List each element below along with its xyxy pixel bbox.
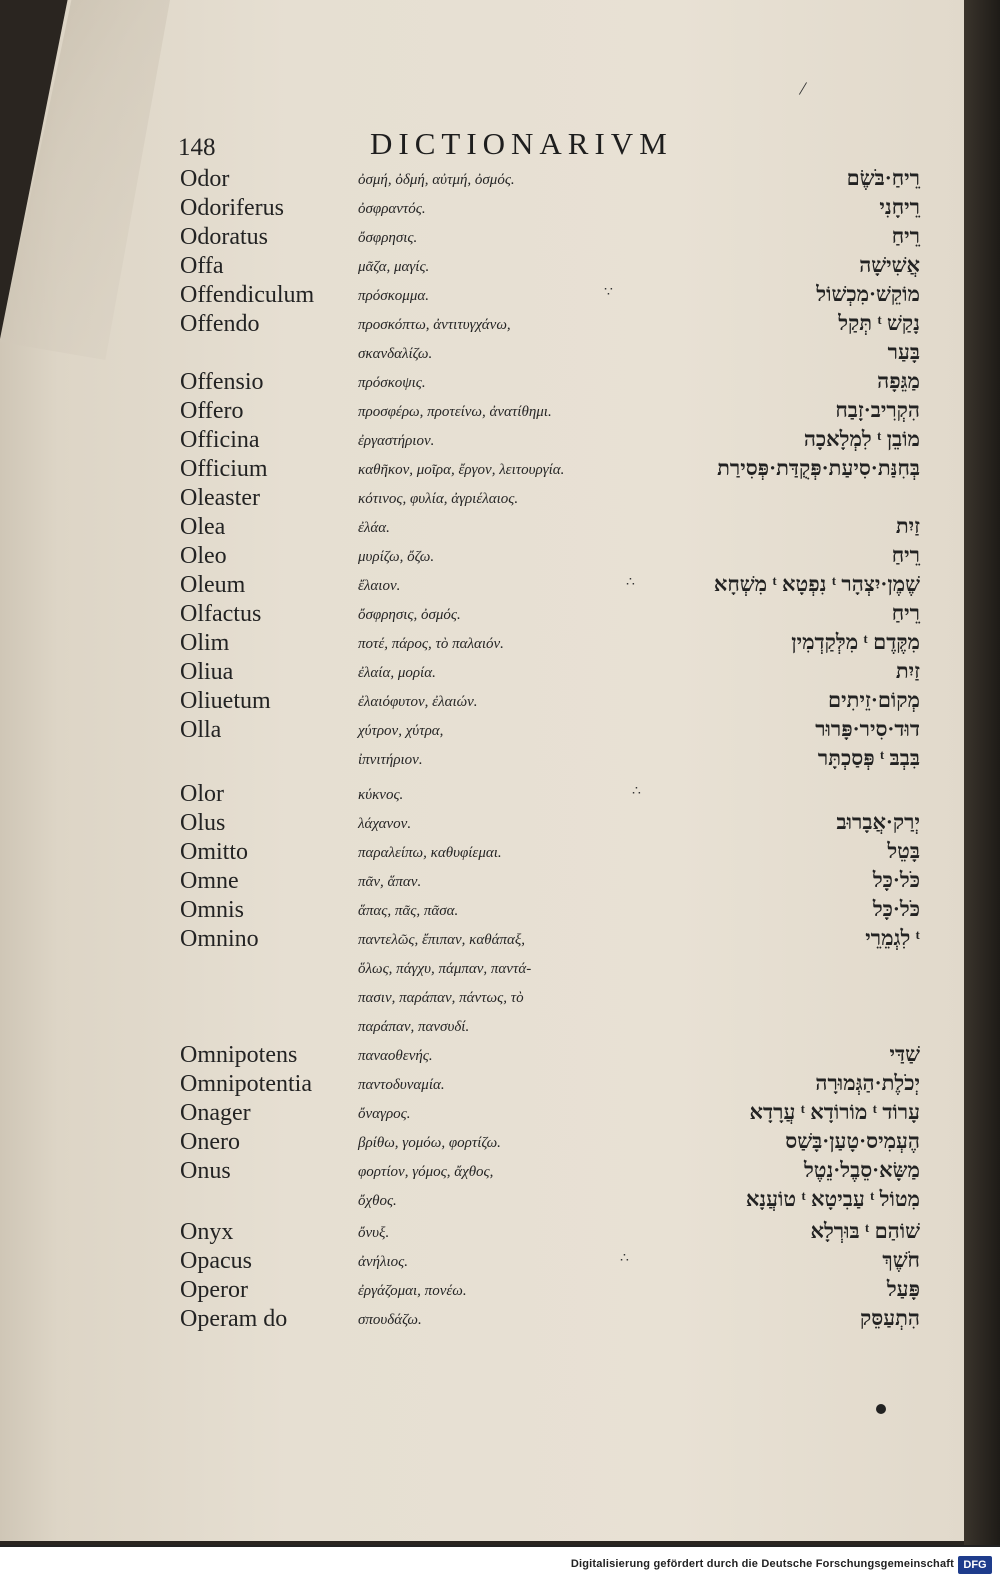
- greek-gloss: παραλείπω, καθυφίεμαι.: [358, 845, 502, 861]
- hebrew-gloss: הֶעְמִיס·טָעַן·בָּשַׁס: [785, 1129, 920, 1153]
- greek-gloss: κύκνος.: [358, 787, 404, 803]
- hebrew-gloss: רֵיחַ: [891, 224, 920, 248]
- latin-term: Operam do: [180, 1306, 288, 1332]
- latin-term: Omne: [180, 868, 239, 894]
- hebrew-gloss: מַשָּׂא·סֵבֶל·נֵטֶל: [803, 1158, 920, 1182]
- latin-term: Opacus: [180, 1248, 252, 1274]
- latin-term: Olfactus: [180, 601, 262, 627]
- latin-term: Omitto: [180, 839, 249, 865]
- greek-gloss: ἐργάζομαι, πονέω.: [358, 1283, 467, 1299]
- greek-gloss: μυρίζω, ὄζω.: [358, 549, 435, 565]
- hebrew-gloss: כֹּל·כָּל: [872, 897, 920, 921]
- latin-term: Oliuetum: [180, 688, 271, 714]
- hebrew-gloss: כֹּל·כָּל: [872, 868, 920, 892]
- greek-gloss: ἐλάα.: [358, 520, 390, 536]
- hebrew-gloss: פָּעַל: [886, 1277, 920, 1301]
- hebrew-gloss: בִּבְבּ ᵗ פְּסַכְתָּר: [817, 746, 920, 770]
- greek-gloss: πᾶν, ἅπαν.: [358, 874, 422, 890]
- hebrew-gloss: מַגֵּפָה: [877, 369, 920, 393]
- latin-term: Oleum: [180, 572, 246, 598]
- hebrew-gloss: יְכֹלֶת·הַגְּמוּרָה: [815, 1071, 920, 1095]
- page-number: 148: [178, 134, 216, 161]
- latin-term: Offero: [180, 398, 244, 424]
- greek-gloss: λάχανον.: [358, 816, 412, 832]
- greek-gloss: ἐλαιόφυτον, ἐλαιών.: [358, 694, 478, 710]
- printer-dots: ∵: [604, 285, 611, 300]
- greek-gloss: ὄσφρησις, ὀσμός.: [358, 607, 461, 623]
- greek-gloss: ἐλαία, μορία.: [358, 665, 436, 681]
- hebrew-gloss: הִתְעַסֵּק: [860, 1306, 920, 1330]
- greek-gloss: πρόσκομμα.: [358, 288, 429, 304]
- greek-gloss: παντοδυναμία.: [358, 1077, 445, 1093]
- hebrew-gloss: מְקוֹם·זֵיתִים: [828, 688, 920, 712]
- greek-gloss: παράπαν, πανσυδί.: [358, 1019, 470, 1035]
- greek-gloss: προσκόπτω, ἀντιτυγχάνω,: [358, 317, 511, 333]
- hebrew-gloss: שַׁדַּי: [889, 1042, 920, 1066]
- hebrew-gloss: מִקֶּדֶם ᵗ מִלְּקַדְמִין: [791, 630, 920, 654]
- hebrew-gloss: עָרוֹד ᵗ מוֹרוֹדָא ᵗ עֲרָדָא: [749, 1100, 920, 1124]
- ink-dot: [876, 1404, 886, 1414]
- latin-term: Odoratus: [180, 224, 268, 250]
- greek-gloss: μᾶζα, μαγίς.: [358, 259, 430, 275]
- greek-gloss: σκανδαλίζω.: [358, 346, 433, 362]
- hebrew-gloss: מוֹקֵשׁ·מִכְשׁוֹל: [816, 282, 920, 306]
- greek-gloss: ὄνυξ.: [358, 1225, 390, 1241]
- latin-term: Officina: [180, 427, 260, 453]
- hebrew-gloss: הִקְרִיב·זָבַח: [835, 398, 920, 422]
- printer-dots: ∴: [620, 1251, 627, 1266]
- latin-term: Omnis: [180, 897, 245, 923]
- hebrew-gloss: זַיִת: [895, 659, 920, 683]
- latin-term: Omnipotens: [180, 1042, 298, 1068]
- greek-gloss: πρόσκοψις.: [358, 375, 426, 391]
- greek-gloss: χύτρον, χύτρα,: [358, 723, 444, 739]
- hebrew-gloss: מִטוֹל ᵗ עַבִיטָא ᵗ טוֹעֲנָא: [745, 1187, 920, 1211]
- greek-gloss: ὄχθος.: [358, 1193, 397, 1209]
- greek-gloss: καθῆκον, μοῖρα, ἔργον, λειτουργία.: [358, 462, 565, 478]
- latin-term: Omnipotentia: [180, 1071, 312, 1097]
- page-edge: [964, 0, 1000, 1545]
- hebrew-gloss: בָּטֵל: [887, 839, 920, 863]
- greek-gloss: ὅλως, πάγχυ, πάμπαν, παντά-: [358, 961, 532, 977]
- greek-gloss: πασιν, παράπαν, πάντως, τὸ: [358, 990, 524, 1006]
- greek-gloss: ἅπας, πᾶς, πᾶσα.: [358, 903, 459, 919]
- hebrew-gloss: נָקַשׁ ᵗ תְּקַל: [838, 311, 920, 335]
- greek-gloss: ποτέ, πάρος, τὸ παλαιόν.: [358, 636, 504, 652]
- greek-gloss: ἔλαιον.: [358, 578, 401, 594]
- latin-term: Omnino: [180, 926, 259, 952]
- latin-term: Offendiculum: [180, 282, 315, 308]
- hebrew-gloss: שֶׁמֶן·יִצְהָר ᵗ נִפְטָא ᵗ מִשְׁחָא: [713, 572, 920, 596]
- greek-gloss: παναοθενής.: [358, 1048, 433, 1064]
- latin-term: Onus: [180, 1158, 231, 1184]
- hebrew-gloss: חֹשֶׁךְ: [882, 1248, 920, 1272]
- hebrew-gloss: רֵיחָנִי: [879, 195, 920, 219]
- greek-gloss: ὄσφρησις.: [358, 230, 418, 246]
- greek-gloss: φορτίον, γόμος, ἄχθος,: [358, 1164, 494, 1180]
- printer-dots: ∴: [626, 575, 633, 590]
- greek-gloss: ἀνήλιος.: [358, 1254, 408, 1270]
- latin-term: Onero: [180, 1129, 240, 1155]
- hebrew-gloss: רֵיחַ: [891, 543, 920, 567]
- greek-gloss: σπουδάζω.: [358, 1312, 422, 1328]
- latin-term: Oliua: [180, 659, 234, 685]
- hebrew-gloss: שׁוֹהַם ᵗ בּוּרְלָא: [810, 1219, 920, 1243]
- latin-term: Odor: [180, 166, 230, 192]
- hebrew-gloss: ᵗ לִגְמֵרֵי: [865, 926, 920, 950]
- latin-term: Offa: [180, 253, 224, 279]
- latin-term: Olla: [180, 717, 222, 743]
- page-title: DICTIONARIVM: [370, 126, 673, 161]
- latin-term: Offensio: [180, 369, 264, 395]
- latin-term: Officium: [180, 456, 268, 482]
- latin-term: Operor: [180, 1277, 248, 1303]
- greek-gloss: ὀσφραντός.: [358, 201, 426, 217]
- latin-term: Olea: [180, 514, 226, 540]
- greek-gloss: βρίθω, γομόω, φορτίζω.: [358, 1135, 501, 1151]
- latin-term: Offendo: [180, 311, 260, 337]
- hebrew-gloss: דוּד·סִיר·פָּרוּר: [815, 717, 920, 741]
- dfg-logo: DFG: [958, 1556, 992, 1574]
- latin-term: Olus: [180, 810, 226, 836]
- greek-gloss: ὀσμή, ὀδμή, αὐτμή, ὀσμός.: [358, 172, 515, 188]
- greek-gloss: ὄναγρος.: [358, 1106, 411, 1122]
- latin-term: Onager: [180, 1100, 251, 1126]
- hebrew-gloss: בְּחִנַּת·סִיעַת·פְּקֻדַּת·פְּסִירַת: [717, 456, 920, 480]
- latin-term: Olor: [180, 781, 224, 807]
- hebrew-gloss: יְרַק·אֲבָרוּב: [836, 810, 920, 834]
- hebrew-gloss: אֲשִׁישָׁה: [859, 253, 920, 277]
- hebrew-gloss: רֵיחַ: [891, 601, 920, 625]
- digitization-footer: [0, 1545, 1000, 1585]
- greek-gloss: ἰπνιτήριον.: [358, 752, 423, 768]
- hebrew-gloss: בָּעַר: [887, 340, 920, 364]
- hebrew-gloss: רֵיחַ·בֹּשֶׂם: [846, 166, 920, 190]
- latin-term: Oleo: [180, 543, 227, 569]
- greek-gloss: παντελῶς, ἔπιπαν, καθάπαξ,: [358, 932, 526, 948]
- greek-gloss: προσφέρω, προτείνω, ἀνατίθημι.: [358, 404, 552, 420]
- latin-term: Onyx: [180, 1219, 234, 1245]
- footer-credit: Digitalisierung gefördert durch die Deutsche Forschungsgemeinschaft: [570, 1558, 954, 1570]
- latin-term: Olim: [180, 630, 230, 656]
- greek-gloss: κότινος, φυλία, ἀγριέλαιος.: [358, 491, 519, 507]
- hebrew-gloss: זַיִת: [895, 514, 920, 538]
- marginal-mark: /: [797, 77, 808, 101]
- latin-term: Odoriferus: [180, 195, 284, 221]
- printer-dots: ∴: [632, 784, 639, 799]
- greek-gloss: ἐργαστήριον.: [358, 433, 435, 449]
- hebrew-gloss: מוֹבֵן ᵗ לִמְלָאכָה: [803, 427, 920, 451]
- latin-term: Oleaster: [180, 485, 260, 511]
